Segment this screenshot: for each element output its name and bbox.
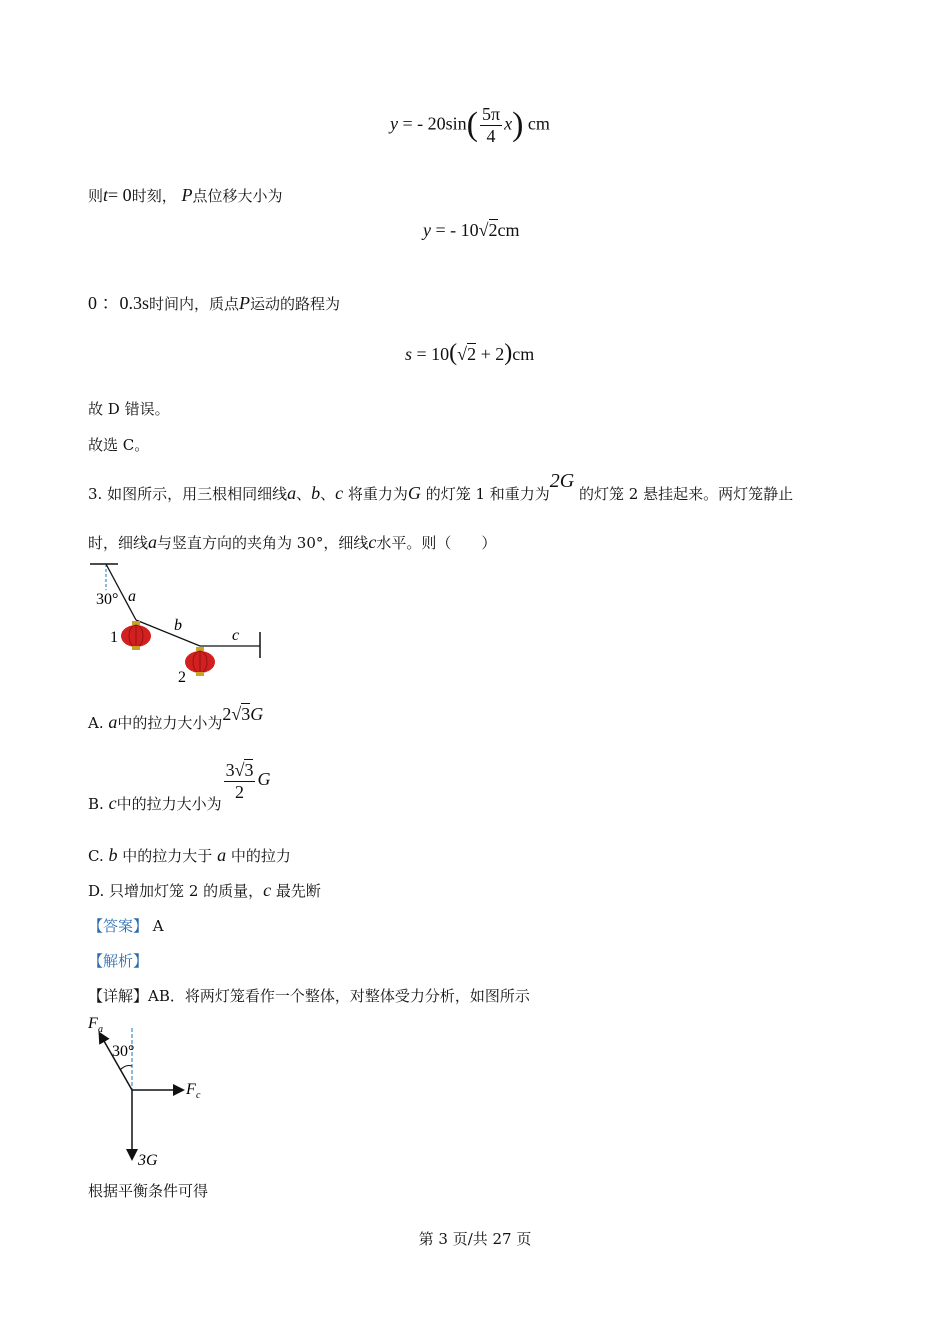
answer-value: A xyxy=(152,917,164,935)
option-b-var: c xyxy=(108,793,117,814)
option-b-text: 中的拉力大小为 xyxy=(116,795,222,814)
option-b-g: G xyxy=(257,769,271,790)
analysis-tag: 【解析】 xyxy=(88,952,149,970)
text-line-4: 故选 C。 xyxy=(88,436,150,454)
q3-sep2: 、 xyxy=(320,485,336,503)
fig2-fc-sub: c xyxy=(196,1090,201,1101)
q3-sep1: 、 xyxy=(296,485,312,503)
eq3-mid: = 10 xyxy=(416,344,450,364)
line2-var-p: P xyxy=(239,293,251,313)
option-a-coef: 2 xyxy=(222,704,232,724)
option-a-text: 中的拉力大小为 xyxy=(117,714,223,732)
q3-g2: 2G xyxy=(549,470,575,492)
question-3-line-1 xyxy=(88,470,794,505)
option-b-num-rad: 3 xyxy=(244,760,254,780)
q3-c: c xyxy=(335,483,344,503)
lantern-figure xyxy=(88,560,278,690)
option-c-text1: 中的拉力大于 xyxy=(122,847,213,865)
fig1-num-2: 2 xyxy=(178,669,186,686)
option-d-var: c xyxy=(263,880,272,900)
text-line-1 xyxy=(88,185,283,206)
lantern-1 xyxy=(121,621,151,650)
line1-mid: 时刻， xyxy=(131,187,177,205)
eq3-tail: + 2 xyxy=(480,344,505,364)
option-d[interactable] xyxy=(88,880,321,901)
equation-displacement: y = - 20sin( $\frac{5\pi}{4}$ x) cm xyxy=(390,104,550,146)
fig2-fa: F xyxy=(88,1015,98,1032)
line1-suffix: 点位移大小为 xyxy=(192,187,283,205)
option-c-text2: 中的拉力 xyxy=(230,847,291,865)
line1-var-t: t xyxy=(103,185,109,205)
option-c-var2: a xyxy=(217,845,227,865)
option-a-rad: 3 xyxy=(241,704,251,724)
eq2-lhs: y xyxy=(423,220,431,240)
line2-suffix: 运动的路程为 xyxy=(250,295,341,313)
option-b-label: B. xyxy=(88,795,104,814)
page-footer: 第 3 页/共 27 页 xyxy=(418,1230,532,1248)
text-line-end: 根据平衡条件可得 xyxy=(88,1182,209,1200)
detail-tag: 【详解】 xyxy=(88,987,149,1005)
fig1-label-c: c xyxy=(232,627,240,644)
answer-line xyxy=(88,915,164,936)
option-a-g: G xyxy=(250,704,264,724)
option-c-var1: b xyxy=(108,845,118,865)
equation-path: s = 10(√2 + 2)cm xyxy=(405,340,535,366)
option-c-label: C. xyxy=(88,847,104,865)
eq2-unit: cm xyxy=(497,220,520,240)
q3-line2-pre: 时，细线 xyxy=(88,534,149,552)
q3-a: a xyxy=(287,483,297,503)
eq1-unit: cm xyxy=(527,113,550,134)
q3-t2: 的灯笼 1 和重力为 xyxy=(425,485,550,503)
eq1-lhs: y xyxy=(390,113,398,134)
q3-prefix: 3. 如图所示，用三根相同细线 xyxy=(88,485,288,503)
lantern-2 xyxy=(185,647,215,676)
fig2-fa-sub: a xyxy=(98,1024,103,1035)
eq2-mid: = - 10 xyxy=(435,220,479,240)
line2-range: 0 ：0.3s xyxy=(88,293,150,313)
q3-t3: 的灯笼 2 悬挂起来。两灯笼静止 xyxy=(579,485,794,503)
eq3-unit: cm xyxy=(512,344,535,364)
q3-line2-mid: 与竖直方向的夹角为 30°，细线 xyxy=(157,534,369,552)
option-b-fraction: $\frac{3√3}{2}$ xyxy=(225,760,254,802)
eq2-rad: 2 xyxy=(488,220,498,240)
option-c[interactable] xyxy=(88,845,291,866)
q3-g: G xyxy=(407,483,421,503)
line1-eq: = 0 xyxy=(108,185,132,205)
equation-y-value: y = - 10√2cm xyxy=(423,220,520,240)
fig1-label-a: a xyxy=(128,588,136,605)
fig2-weight: 3G xyxy=(138,1152,158,1169)
answer-tag: 【答案】 xyxy=(88,917,149,935)
q3-t1: 将重力为 xyxy=(347,485,408,503)
fig2-fc: F xyxy=(186,1081,196,1098)
q3-line2-c: c xyxy=(368,532,377,552)
option-a-label: A. xyxy=(88,714,104,732)
line1-prefix: 则 xyxy=(88,187,104,205)
q3-line2-suf: 水平。则（ ） xyxy=(376,534,497,552)
q3-line2-a: a xyxy=(148,532,158,552)
option-b-num-coef: 3 xyxy=(225,760,235,780)
detail-text: AB．将两灯笼看作一个整体，对整体受力分析，如图所示 xyxy=(148,987,530,1005)
force-diagram xyxy=(80,1010,220,1170)
fig1-label-b: b xyxy=(174,617,182,634)
fig2-angle: 30° xyxy=(112,1043,135,1060)
question-3-line-2 xyxy=(88,532,496,553)
q3-b: b xyxy=(311,483,321,503)
angle-arc xyxy=(120,1066,132,1071)
option-d-text2: 最先断 xyxy=(275,882,321,900)
detail-line xyxy=(88,985,530,1006)
eq1-var: x xyxy=(504,113,513,134)
option-a-var: a xyxy=(108,712,118,732)
text-line-2 xyxy=(88,289,340,315)
option-b-den: 2 xyxy=(235,781,245,802)
eq1-mid: = - 20sin xyxy=(402,113,467,134)
eq3-rad: 2 xyxy=(467,344,477,364)
option-d-text: 只增加灯笼 2 的质量， xyxy=(109,882,264,900)
option-d-label: D. xyxy=(88,882,105,900)
fig1-angle: 30° xyxy=(96,591,119,608)
text-line-3: 故 D 错误。 xyxy=(88,400,170,418)
eq3-lhs: s xyxy=(405,344,413,364)
eq1-fraction xyxy=(480,104,502,146)
option-a-value: 2√3G xyxy=(222,704,264,724)
fig1-num-1: 1 xyxy=(110,629,118,646)
option-b[interactable] xyxy=(88,760,271,814)
line2-mid: 时间内，质点 xyxy=(149,295,240,313)
option-a[interactable] xyxy=(88,704,264,733)
line1-var-p: P xyxy=(181,185,193,205)
eq1-den: 4 xyxy=(486,125,496,146)
eq1-num: 5π xyxy=(481,104,501,124)
